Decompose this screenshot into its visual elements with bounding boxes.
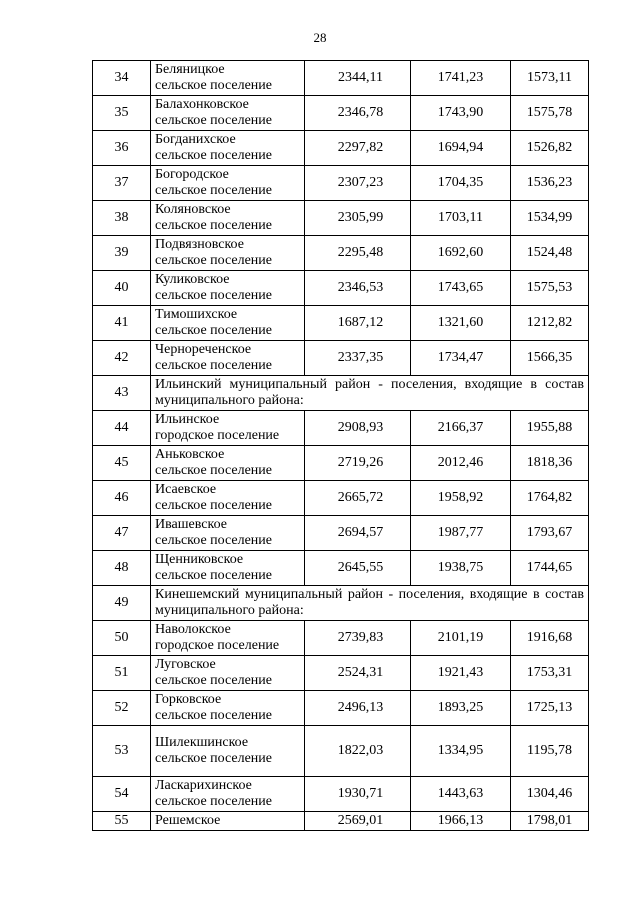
group-heading: Кинешемский муниципальный район - поселения, входящие в состав муниципального района: [151, 586, 589, 621]
settlement-name [151, 96, 305, 131]
value-cell-2: 1921,43 [411, 656, 511, 691]
value-cell-1: 2665,72 [305, 481, 411, 516]
settlement-name [151, 812, 305, 831]
value-cell-3: 1526,82 [511, 131, 589, 166]
settlement-type-line: сельское поселение [155, 358, 272, 373]
value-cell-2: 1966,13 [411, 812, 511, 831]
row-number: 36 [93, 131, 151, 166]
row-number: 46 [93, 481, 151, 516]
settlement-name-line: Балахонковское [155, 97, 249, 112]
value-cell-1: 1687,12 [305, 306, 411, 341]
settlement-type-line: сельское поселение [155, 218, 272, 233]
table-row [93, 446, 589, 481]
page-number: 28 [313, 30, 327, 45]
settlement-type-line: сельское поселение [155, 463, 272, 478]
row-number: 50 [93, 621, 151, 656]
value-cell-3: 1955,88 [511, 411, 589, 446]
table-row [93, 812, 589, 831]
row-number: 49 [93, 586, 151, 621]
settlement-name [151, 446, 305, 481]
value-cell-2: 2166,37 [411, 411, 511, 446]
settlement-name-line: Ильинское [155, 412, 220, 427]
value-cell-3: 1753,31 [511, 656, 589, 691]
row-number: 54 [93, 777, 151, 812]
row-number: 43 [93, 376, 151, 411]
table-body [93, 61, 589, 831]
settlement-name-line: Чернореченское [155, 342, 252, 357]
value-cell-1: 1930,71 [305, 777, 411, 812]
settlement-name-line: Ласкарихинское [155, 778, 252, 793]
table-row [93, 621, 589, 656]
table-row [93, 166, 589, 201]
settlement-type-line: городское поселение [155, 428, 280, 443]
value-cell-1: 2739,83 [305, 621, 411, 656]
value-cell-2: 1334,95 [411, 726, 511, 777]
value-cell-2: 1692,60 [411, 236, 511, 271]
value-cell-2: 1694,94 [411, 131, 511, 166]
settlement-type-line: городское поселение [155, 638, 280, 653]
settlement-type-line: сельское поселение [155, 794, 272, 809]
settlement-type-line: сельское поселение [155, 568, 272, 583]
table-row [93, 726, 589, 777]
table-group-row [93, 376, 589, 411]
row-number: 55 [93, 812, 151, 831]
value-cell-3: 1725,13 [511, 691, 589, 726]
settlement-name [151, 236, 305, 271]
row-number: 38 [93, 201, 151, 236]
settlement-name [151, 341, 305, 376]
value-cell-3: 1304,46 [511, 777, 589, 812]
settlement-name [151, 271, 305, 306]
settlement-name-line: Аньковское [155, 447, 225, 462]
table-row [93, 201, 589, 236]
value-cell-1: 2344,11 [305, 61, 411, 96]
value-cell-3: 1744,65 [511, 551, 589, 586]
table-row [93, 61, 589, 96]
value-cell-3: 1212,82 [511, 306, 589, 341]
settlement-name-line: Богородское [155, 167, 229, 182]
settlement-name [151, 131, 305, 166]
value-cell-2: 1938,75 [411, 551, 511, 586]
value-cell-2: 1987,77 [411, 516, 511, 551]
settlement-name [151, 726, 305, 777]
value-cell-3: 1536,23 [511, 166, 589, 201]
value-cell-1: 2524,31 [305, 656, 411, 691]
row-number: 51 [93, 656, 151, 691]
row-number: 48 [93, 551, 151, 586]
settlement-name [151, 306, 305, 341]
settlement-name [151, 656, 305, 691]
settlement-type-line: сельское поселение [155, 288, 272, 303]
row-number: 45 [93, 446, 151, 481]
settlement-name-line: Исаевское [155, 482, 217, 497]
settlement-type-line: сельское поселение [155, 148, 272, 163]
settlement-name [151, 166, 305, 201]
value-cell-1: 2346,78 [305, 96, 411, 131]
row-number: 37 [93, 166, 151, 201]
settlement-name-line: Подвязновское [155, 237, 244, 252]
settlement-name-line: Богданихское [155, 132, 236, 147]
value-cell-1: 2346,53 [305, 271, 411, 306]
row-number: 52 [93, 691, 151, 726]
value-cell-2: 1704,35 [411, 166, 511, 201]
table-row [93, 777, 589, 812]
settlement-name [151, 777, 305, 812]
value-cell-1: 2305,99 [305, 201, 411, 236]
settlement-type-line: сельское поселение [155, 183, 272, 198]
settlement-type-line: сельское поселение [155, 498, 272, 513]
settlement-type-line: сельское поселение [155, 708, 272, 723]
settlement-name [151, 691, 305, 726]
value-cell-1: 2719,26 [305, 446, 411, 481]
settlement-name-line: Беляницкое [155, 62, 225, 77]
settlement-name [151, 411, 305, 446]
value-cell-2: 1443,63 [411, 777, 511, 812]
value-cell-1: 2645,55 [305, 551, 411, 586]
table-row [93, 236, 589, 271]
row-number: 35 [93, 96, 151, 131]
row-number: 40 [93, 271, 151, 306]
settlement-name [151, 481, 305, 516]
value-cell-3: 1566,35 [511, 341, 589, 376]
value-cell-2: 1743,90 [411, 96, 511, 131]
group-heading: Ильинский муниципальный район - поселения, входящие в состав муниципального района: [151, 376, 589, 411]
settlement-type-line: сельское поселение [155, 113, 272, 128]
table-row [93, 341, 589, 376]
settlement-type-line: сельское поселение [155, 323, 272, 338]
settlement-name-line: Куликовское [155, 272, 230, 287]
table-row [93, 516, 589, 551]
settlement-type-line: сельское поселение [155, 673, 272, 688]
value-cell-2: 1321,60 [411, 306, 511, 341]
value-cell-1: 2496,13 [305, 691, 411, 726]
value-cell-2: 1743,65 [411, 271, 511, 306]
value-cell-3: 1575,53 [511, 271, 589, 306]
settlement-name-line: Щенниковское [155, 552, 244, 567]
table-row [93, 411, 589, 446]
settlement-type-line: сельское поселение [155, 253, 272, 268]
table-row [93, 306, 589, 341]
settlement-name [151, 621, 305, 656]
settlement-name-line: Решемское [155, 813, 221, 828]
table-row [93, 481, 589, 516]
value-cell-3: 1793,67 [511, 516, 589, 551]
value-cell-1: 2295,48 [305, 236, 411, 271]
table-row [93, 131, 589, 166]
settlement-name [151, 551, 305, 586]
value-cell-1: 2569,01 [305, 812, 411, 831]
value-cell-1: 2694,57 [305, 516, 411, 551]
value-cell-3: 1195,78 [511, 726, 589, 777]
settlement-name [151, 516, 305, 551]
value-cell-1: 2908,93 [305, 411, 411, 446]
row-number: 44 [93, 411, 151, 446]
value-cell-2: 1958,92 [411, 481, 511, 516]
value-cell-3: 1764,82 [511, 481, 589, 516]
value-cell-3: 1524,48 [511, 236, 589, 271]
value-cell-1: 1822,03 [305, 726, 411, 777]
row-number: 39 [93, 236, 151, 271]
value-cell-2: 2101,19 [411, 621, 511, 656]
settlement-name-line: Шилекшинское [155, 735, 249, 750]
settlement-type-line: сельское поселение [155, 751, 272, 766]
settlements-table [92, 60, 589, 831]
value-cell-3: 1534,99 [511, 201, 589, 236]
table-row [93, 656, 589, 691]
value-cell-1: 2297,82 [305, 131, 411, 166]
settlement-type-line: сельское поселение [155, 78, 272, 93]
value-cell-2: 1893,25 [411, 691, 511, 726]
table-row [93, 96, 589, 131]
value-cell-2: 2012,46 [411, 446, 511, 481]
value-cell-3: 1573,11 [511, 61, 589, 96]
value-cell-3: 1916,68 [511, 621, 589, 656]
value-cell-2: 1741,23 [411, 61, 511, 96]
row-number: 34 [93, 61, 151, 96]
value-cell-1: 2307,23 [305, 166, 411, 201]
value-cell-2: 1703,11 [411, 201, 511, 236]
value-cell-3: 1818,36 [511, 446, 589, 481]
value-cell-1: 2337,35 [305, 341, 411, 376]
value-cell-2: 1734,47 [411, 341, 511, 376]
row-number: 53 [93, 726, 151, 777]
table-row [93, 271, 589, 306]
settlement-name-line: Ивашевское [155, 517, 227, 532]
row-number: 47 [93, 516, 151, 551]
settlement-type-line: сельское поселение [155, 533, 272, 548]
table-row [93, 551, 589, 586]
value-cell-3: 1798,01 [511, 812, 589, 831]
table-row [93, 691, 589, 726]
settlement-name [151, 61, 305, 96]
settlement-name [151, 201, 305, 236]
settlement-name-line: Наволокское [155, 622, 231, 637]
row-number: 41 [93, 306, 151, 341]
settlement-name-line: Тимошихское [155, 307, 238, 322]
row-number: 42 [93, 341, 151, 376]
settlement-name-line: Горковское [155, 692, 222, 707]
settlement-name-line: Луговское [155, 657, 216, 672]
settlement-name-line: Коляновское [155, 202, 231, 217]
value-cell-3: 1575,78 [511, 96, 589, 131]
table-group-row [93, 586, 589, 621]
